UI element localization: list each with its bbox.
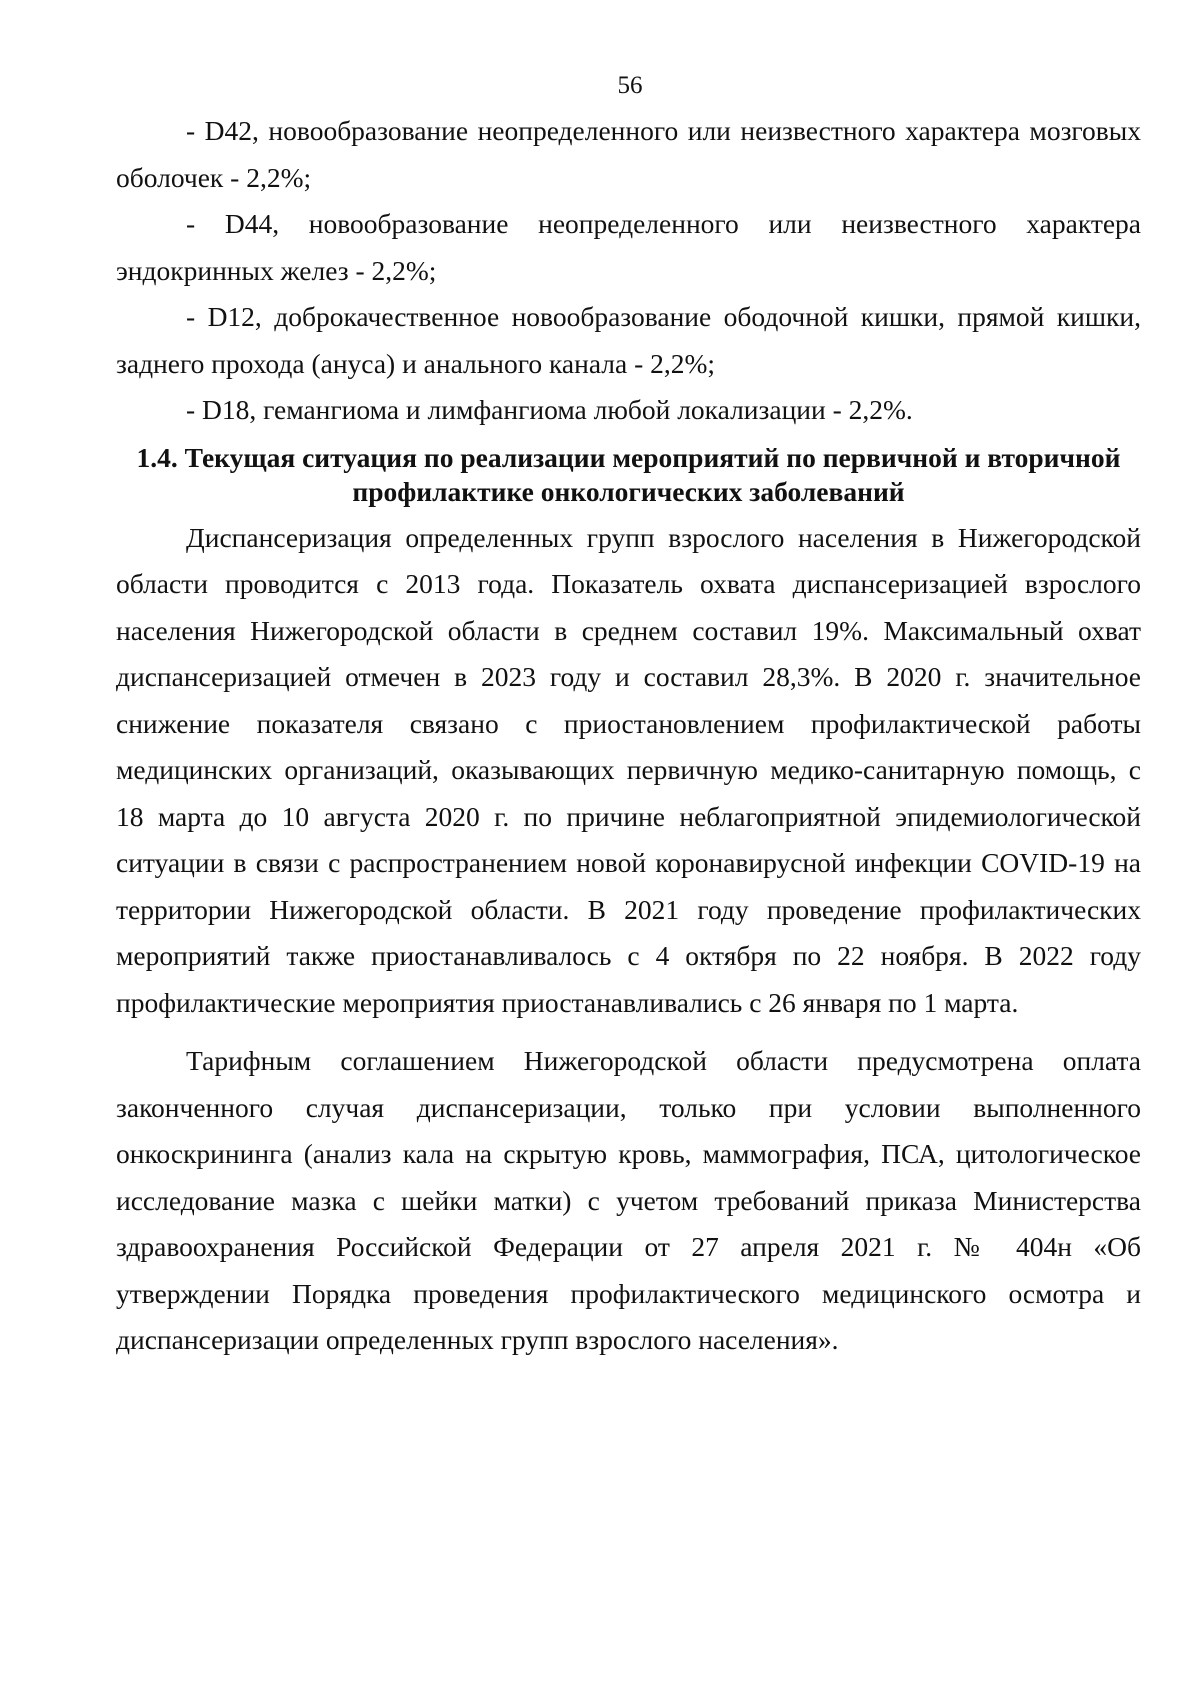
section-heading: 1.4. Текущая ситуация по реализации мероприятий по первичной и вторичной профилактике онкологических заболеваний [136,441,1121,507]
document-body [116,108,1141,1364]
page-number: 56 [617,72,643,99]
list-item: - D44, новообразование неопределенного или неизвестного характера эндокринных желез - 2,2%; [116,208,1141,286]
body-paragraph: Тарифным соглашением Нижегородской области предусмотрена оплата законченного случая диспансеризации, только при условии выполненного онкоскрининга (анализ кала на скрытую кровь, маммография, ПСА, цитологическое исследование мазка с шейки матки) с учетом требований приказа Министерства здравоохранения Российской Федерации от 27 апреля 2021 г. № 404н «Об утверждении Порядка проведения профилактического медицинского осмотра и диспансеризации определенных групп взрослого населения». [116,1045,1141,1355]
list-item: - D18, гемангиома и лимфангиома любой локализации - 2,2%. [186,394,913,425]
list-item: - D42, новообразование неопределенного или неизвестного характера мозговых оболочек - 2,2%; [116,115,1141,193]
list-item: - D12, доброкачественное новообразование ободочной кишки, прямой кишки, заднего прохода (ануса) и анального канала - 2,2%; [116,301,1141,379]
body-paragraph: Диспансеризация определенных групп взрослого населения в Нижегородской области проводится с 2013 года. Показатель охвата диспансеризацией взрослого населения Нижегородской области в среднем составил 19%. Максимальный охват диспансеризацией отмечен в 2023 году и составил 28,3%. В 2020 г. значительное снижение показателя связано с приостановлением профилактической работы медицинских организаций, оказывающих первичную медико-санитарную помощь, с 18 марта до 10 августа 2020 г. по причине неблагоприятной эпидемиологической ситуации в связи с распространением новой коронавирусной инфекции COVID-19 на территории Нижегородской области. В 2021 году проведение профилактических мероприятий также приостанавливалось с 4 октября по 22 ноября. В 2022 году профилактические мероприятия приостанавливались с 26 января по 1 марта. [116,521,1141,1018]
